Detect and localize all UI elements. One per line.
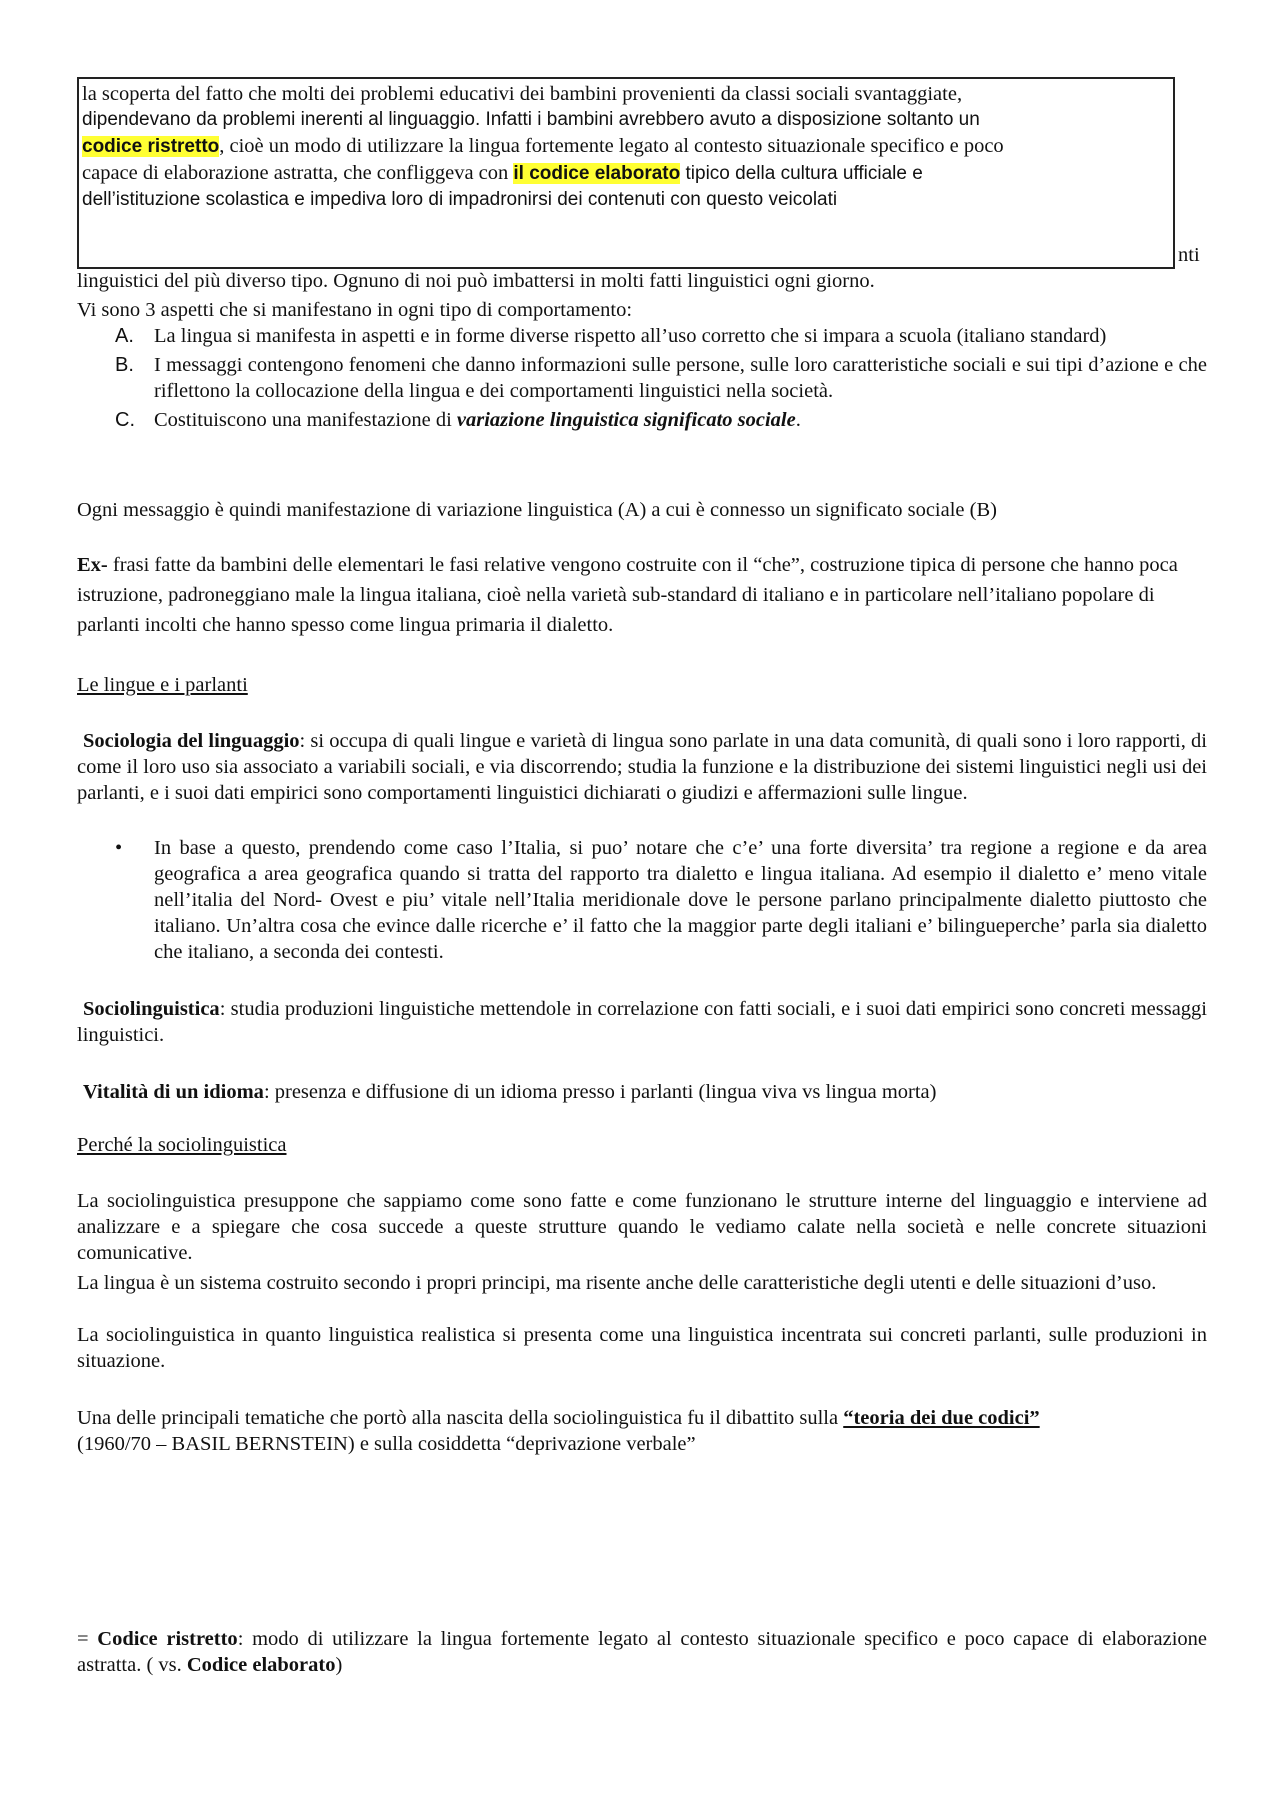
definition-sociologia: Sociologia del linguaggio: si occupa di quali lingue e varietà di lingua sono parlate in una data comunità, di quali sono i loro rapporti, di come il loro uso sia associato a variabili sociali, e via discorrendo; studia la funzione e la distribuzione dei sistemi linguistici negli usi dei parlanti, e i suoi dati empirici sono comportamenti linguistici dichiarati o giudizi e affermazioni sulle lingue. bbox=[77, 730, 1208, 804]
footnote: = Codice ristretto: modo di utilizzare la lingua fortemente legato al contesto situazionale specifico e poco capace di elaborazione astratta. ( vs. Codice elaborato) bbox=[77, 1628, 1207, 1676]
section-heading: Perché la sociolinguistica bbox=[77, 1134, 287, 1156]
example-paragraph: Ex- frasi fatte da bambini delle elementari le fasi relative vengono costruite con il “che”, costruzione tipica di persone che hanno poca istruzione, padroneggiano male la lingua italiana, cioè nella varietà sub-standard di italiano e in particolare nell’italiano popolare di parlanti incolti che hanno spesso come lingua primaria il dialetto. bbox=[77, 554, 1178, 636]
teoria-term: “teoria dei due codici” bbox=[843, 1407, 1040, 1429]
teoria-paragraph: Una delle principali tematiche che portò alla nascita della sociolinguistica fu il dibattito sulla “teoria dei due codici” (1960/70 – BASIL BERNSTEIN) e sulla cosiddetta “deprivazione verbale” bbox=[77, 1407, 1040, 1455]
highlight-codice-elaborato: il codice elaborato bbox=[513, 163, 681, 184]
callout-box bbox=[77, 77, 1175, 269]
highlight-codice-ristretto: codice ristretto bbox=[82, 136, 220, 157]
callout-line: dell’istituzione scolastica e impediva loro di impadronirsi dei contenuti con questo veicolati bbox=[82, 189, 838, 210]
list-item: • In base a questo, prendendo come caso l’Italia, si puo’ notare che c’e’ una forte diversita’ tra regione a regione e da area geografica a area geografica quando si tratta del rapporto tra dialetto e lingua italiana. Ad esempio il dialetto e’ meno vitale nell’italia del Nord- Ovest e piu’ vitale nell’Italia meridionale dove le persone parlano principalmente dialetto piuttosto che italiano. Un’altra cosa che evince dalle ricerche e’ il fatto che la maggior parte degli italiani e’ bilingueperche’ parla sia dialetto che italiano, a seconda dei contesti. bbox=[115, 837, 1207, 963]
callout-line: capace di elaborazione astratta, che confliggeva con il codice elaborato tipico della cultura ufficiale e bbox=[82, 162, 923, 184]
definition-sociolinguistica: Sociolinguistica: studia produzioni linguistiche mettendole in correlazione con fatti sociali, e i suoi dati empirici sono concreti messaggi linguistici. bbox=[77, 998, 1207, 1046]
callout-line: dipendevano da problemi inerenti al linguaggio. Infatti i bambini avrebbero avuto a disposizione soltanto un bbox=[82, 109, 980, 130]
list-item: C. Costituiscono una manifestazione di variazione linguistica significato sociale. bbox=[115, 409, 801, 431]
definition-vitalita: Vitalità di un idioma: presenza e diffusione di un idioma presso i parlanti (lingua viva vs lingua morta) bbox=[83, 1081, 937, 1103]
paragraph: La sociolinguistica in quanto linguistica realistica si presenta come una linguistica incentrata sui concreti parlanti, sulle produzioni in situazione. bbox=[77, 1324, 1207, 1372]
aspects-list bbox=[77, 323, 1207, 433]
intro-line: linguistici del più diverso tipo. Ognuno di noi può imbattersi in molti fatti linguistici ogni giorno. bbox=[77, 270, 875, 292]
section-heading: Le lingue e i parlanti bbox=[77, 674, 248, 696]
list-item: B. I messaggi contengono fenomeni che danno informazioni sulle persone, sulle loro caratteristiche sociali e sui tipi d’azione e che riflettono la collocazione della lingua e dei comportamenti linguistici nella società. bbox=[115, 354, 1207, 402]
paragraph: La lingua è un sistema costruito secondo i propri principi, ma risente anche delle caratteristiche degli utenti e delle situazioni d’uso. bbox=[77, 1272, 1157, 1294]
document-page bbox=[77, 0, 1207, 1811]
overflow-text-fragment: nti bbox=[1178, 244, 1200, 266]
bullet-list bbox=[77, 835, 1207, 965]
intro-line: Vi sono 3 aspetti che si manifestano in ogni tipo di comportamento: bbox=[77, 299, 633, 321]
callout-line: la scoperta del fatto che molti dei problemi educativi dei bambini provenienti da classi sociali svantaggiate, bbox=[82, 83, 963, 105]
paragraph: La sociolinguistica presuppone che sappiamo come sono fatte e come funzionano le strutture interne del linguaggio e interviene ad analizzare e a spiegare che cosa succede a queste strutture quando le vediamo calate nella società e nelle concrete situazioni comunicative. bbox=[77, 1190, 1207, 1264]
emphasis: variazione linguistica significato sociale bbox=[456, 409, 796, 431]
summary-paragraph: Ogni messaggio è quindi manifestazione di variazione linguistica (A) a cui è connesso un significato sociale (B) bbox=[77, 499, 997, 521]
callout-line: codice ristretto, cioè un modo di utilizzare la lingua fortemente legato al contesto situazionale specifico e poco bbox=[82, 135, 1004, 157]
list-item: A. La lingua si manifesta in aspetti e in forme diverse rispetto all’uso corretto che si impara a scuola (italiano standard) bbox=[115, 325, 1107, 347]
